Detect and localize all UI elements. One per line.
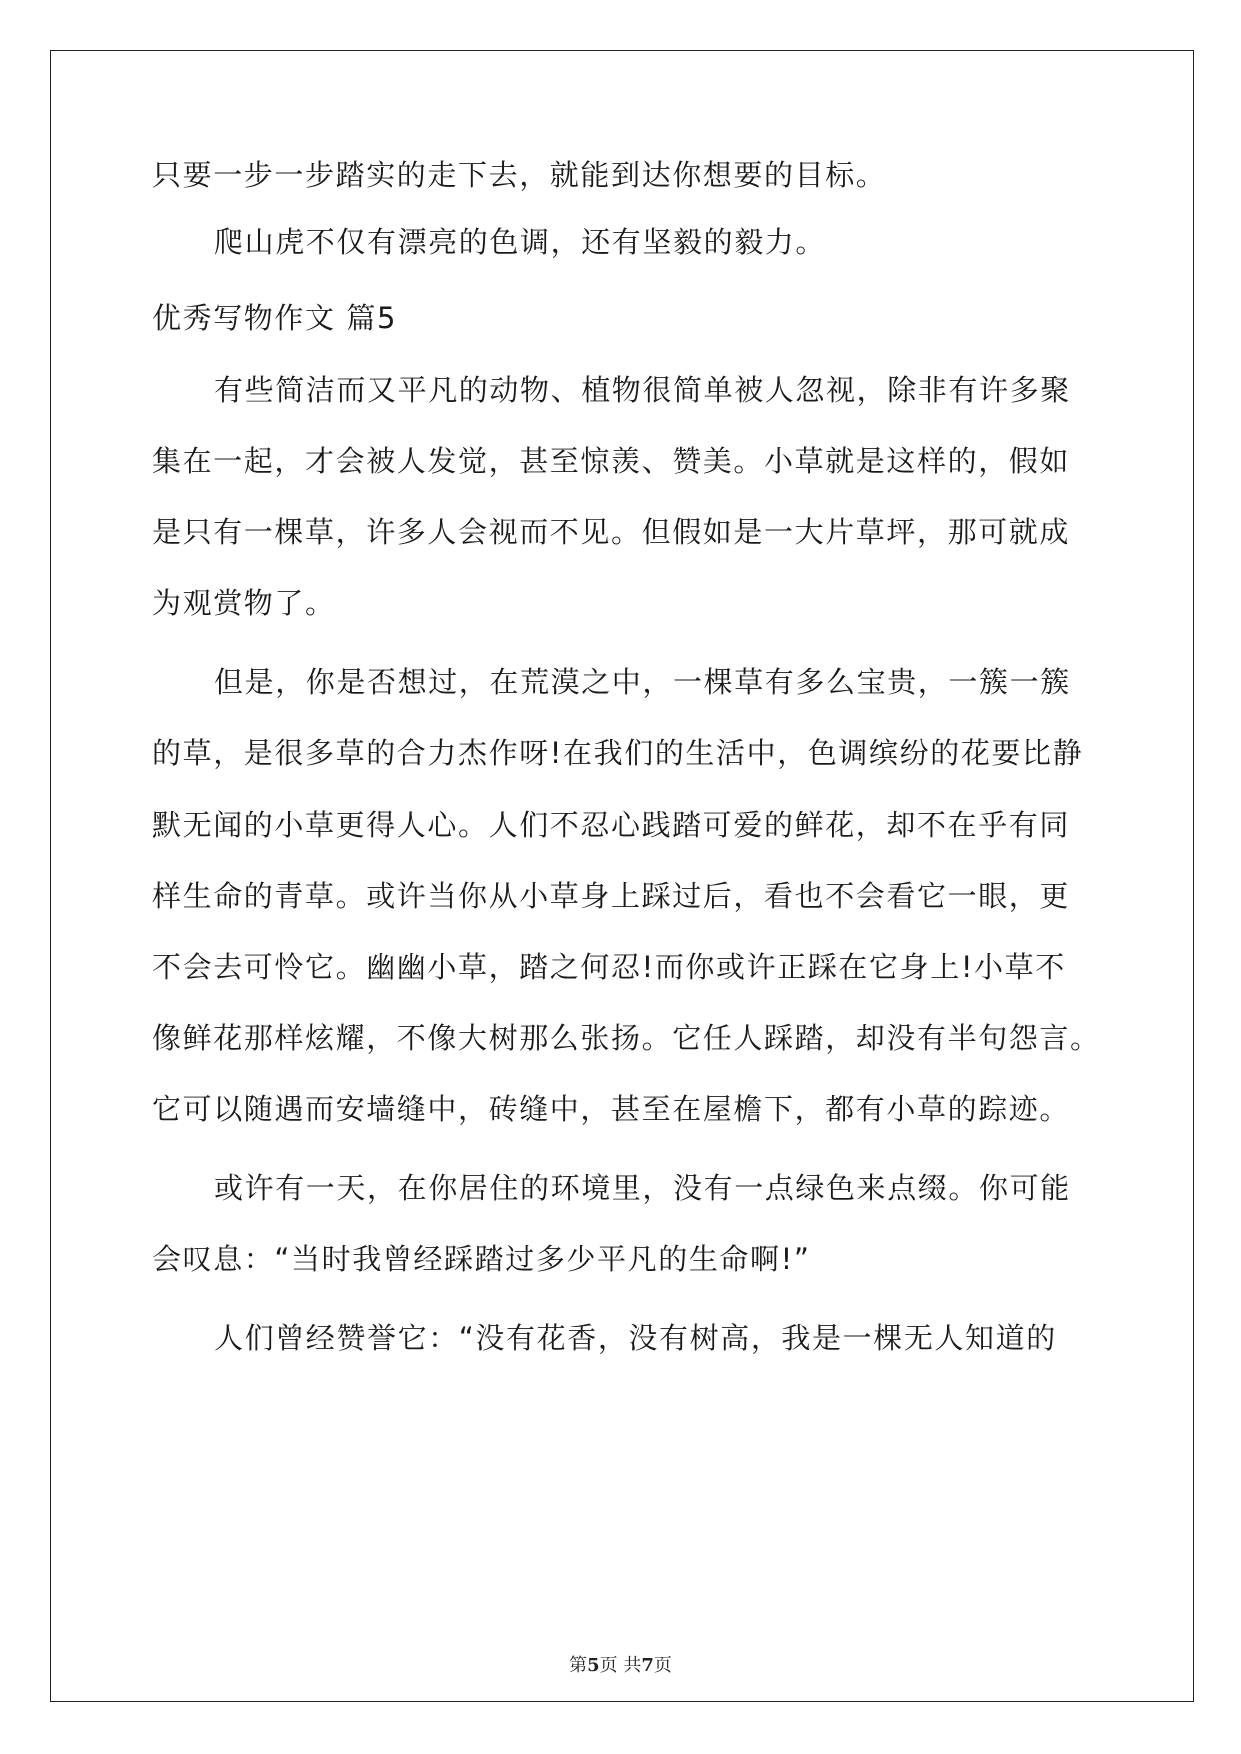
text-line: 只要一步一步踏实的走下去，就能到达你想要的目标。 [152,158,887,192]
text-line: 会叹息：“当时我曾经踩踏过多少平凡的生命啊!” [152,1242,811,1276]
text-line: 集在一起，才会被人发觉，甚至惊羡、赞美。小草就是这样的，假如 [152,444,1071,478]
text-line: 样生命的青草。或许当你从小草身上踩过后，看也不会看它一眼，更 [152,879,1071,913]
page-prefix: 第 [569,1655,588,1676]
text-line: 但是，你是否想过，在荒漠之中，一棵草有多么宝贵，一簇一簇 [214,665,1071,699]
text-line: 是只有一棵草，许多人会视而不见。但假如是一大片草坪，那可就成 [152,515,1071,549]
page-suffix: 页 [653,1655,672,1676]
text-line: 不会去可怜它。幽幽小草，踏之何忍!而你或许正踩在它身上!小草不 [152,950,1066,984]
section-heading: 优秀写物作文 篇5 [152,301,398,335]
text-line: 或许有一天，在你居住的环境里，没有一点绿色来点缀。你可能 [214,1171,1071,1205]
text-line: 像鲜花那样炫耀，不像大树那么张扬。它任人踩踏，却没有半句怨言。 [152,1021,1101,1055]
text-line: 有些简洁而又平凡的动物、植物很简单被人忽视，除非有许多聚 [214,373,1071,407]
page-total: 7 [641,1655,654,1676]
text-line: 它可以随遇而安墙缝中，砖缝中，甚至在屋檐下，都有小草的踪迹。 [152,1092,1071,1126]
page-mid: 页 共 [599,1655,642,1676]
text-line: 默无闻的小草更得人心。人们不忍心践踏可爱的鲜花，却不在乎有同 [152,808,1071,842]
text-line: 爬山虎不仅有漂亮的色调，还有坚毅的毅力。 [214,225,827,259]
page-current: 5 [587,1655,600,1676]
text-line: 人们曾经赞誉它：“没有花香，没有树高，我是一棵无人知道的 [214,1321,1057,1355]
text-line: 为观赏物了。 [152,586,336,620]
text-line: 的草，是很多草的合力杰作呀!在我们的生活中，色调缤纷的花要比静 [152,736,1084,770]
page-footer [0,1654,1241,1678]
